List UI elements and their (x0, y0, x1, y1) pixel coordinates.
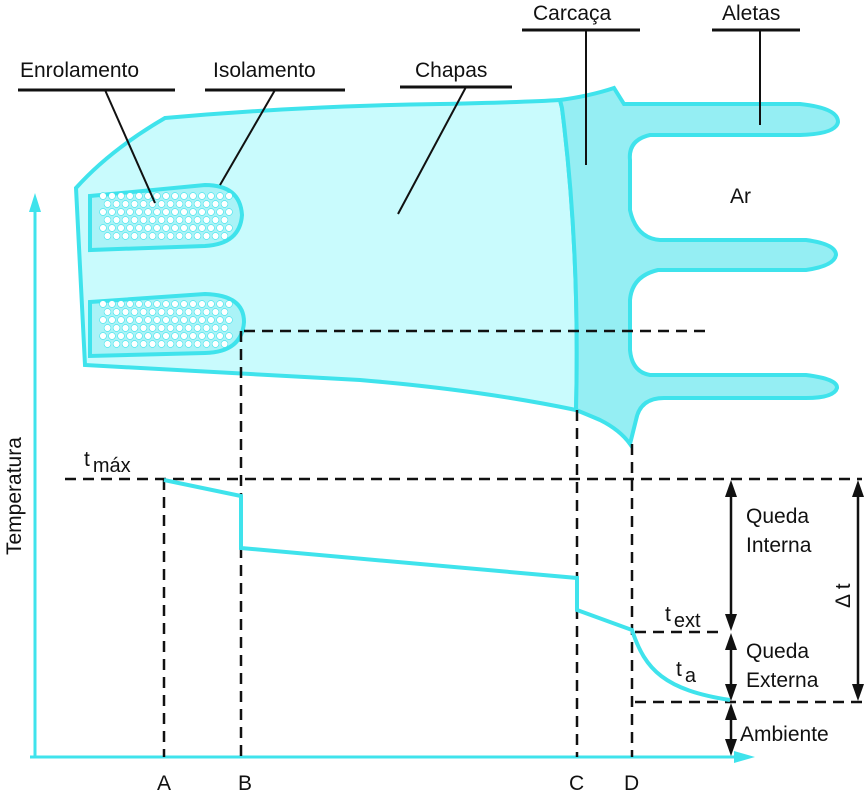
conductor-dot (109, 301, 116, 308)
conductor-dot (140, 217, 147, 224)
conductor-dot (149, 325, 156, 332)
conductor-dot (136, 209, 143, 216)
drop-indicators (731, 495, 858, 745)
axis-point-b: B (238, 772, 253, 793)
conductor-dot (127, 301, 134, 308)
conductor-dot (226, 209, 233, 216)
axis-point-c: C (569, 772, 585, 793)
conductor-dot (185, 309, 192, 316)
conductor-dot (136, 193, 143, 200)
conductor-dot (221, 325, 228, 332)
conductor-dot (172, 333, 179, 340)
conductor-dot (167, 217, 174, 224)
conductor-dot (154, 317, 161, 324)
axis-point-d: D (624, 772, 640, 793)
conductor-dot (190, 301, 197, 308)
conductor-dot (194, 325, 201, 332)
conductor-dot (199, 301, 206, 308)
conductor-dot (172, 317, 179, 324)
label-queda-interna-1: Queda (746, 505, 810, 528)
label-aletas: Aletas (722, 2, 781, 25)
conductor-dot (221, 217, 228, 224)
conductor-dot (181, 317, 188, 324)
conductor-dot (109, 317, 116, 324)
conductor-dot (203, 201, 210, 208)
conductor-dot (221, 341, 228, 348)
conductor-dot (199, 209, 206, 216)
conductor-dot (113, 233, 120, 240)
conductor-dot (208, 333, 215, 340)
conductor-dot (158, 217, 165, 224)
conductor-dot (113, 325, 120, 332)
conductor-dot (163, 209, 170, 216)
conductor-dot (131, 217, 138, 224)
conductor-dot (109, 209, 116, 216)
conductor-dot (176, 233, 183, 240)
conductor-dot (176, 309, 183, 316)
conductor-dot (226, 333, 233, 340)
conductor-dot (127, 317, 134, 324)
label-queda-interna-2: Interna (746, 534, 812, 557)
conductor-dot (140, 325, 147, 332)
conductor-dot (208, 225, 215, 232)
conductor-dot (136, 301, 143, 308)
conductor-dot (176, 217, 183, 224)
axis-point-labels (157, 772, 639, 793)
conductor-dot (154, 301, 161, 308)
conductor-dot (104, 341, 111, 348)
conductor-dot (208, 209, 215, 216)
conductor-dot (185, 233, 192, 240)
conductor-dot (100, 225, 107, 232)
conductor-dot (118, 209, 125, 216)
conductor-dot (221, 201, 228, 208)
conductor-dot (140, 201, 147, 208)
conductor-dot (131, 341, 138, 348)
label-chapas: Chapas (415, 59, 488, 82)
conductor-dot (176, 201, 183, 208)
conductor-dot (185, 201, 192, 208)
conductor-dot (104, 201, 111, 208)
conductor-dot (221, 233, 228, 240)
conductor-dot (194, 341, 201, 348)
conductor-dot (100, 193, 107, 200)
conductor-dot (226, 317, 233, 324)
conductor-dot (104, 309, 111, 316)
conductor-dot (145, 225, 152, 232)
conductor-dot (118, 225, 125, 232)
conductor-dot (217, 301, 224, 308)
conductor-dot (131, 325, 138, 332)
conductor-dot (154, 333, 161, 340)
conductor-dot (131, 309, 138, 316)
conductor-dot (113, 341, 120, 348)
conductor-dot (176, 341, 183, 348)
conductor-dot (172, 209, 179, 216)
conductor-dot (158, 309, 165, 316)
label-temperatura: Temperatura (3, 437, 26, 555)
conductor-dot (212, 325, 219, 332)
conductor-dot (140, 341, 147, 348)
label-ambiente: Ambiente (740, 723, 829, 746)
conductor-dot (181, 209, 188, 216)
conductor-dot (181, 225, 188, 232)
conductor-dot (194, 201, 201, 208)
conductor-dot (136, 317, 143, 324)
conductor-dot (212, 233, 219, 240)
conductor-dot (104, 233, 111, 240)
conductor-dot (122, 325, 129, 332)
label-carcaca: Carcaça (533, 2, 612, 25)
label-t-max: t máx (84, 448, 131, 477)
label-isolamento: Isolamento (213, 59, 316, 82)
conductor-dot (136, 225, 143, 232)
conductor-dot (140, 309, 147, 316)
conductor-dot (145, 209, 152, 216)
conductor-dot (199, 225, 206, 232)
conductor-dot (181, 193, 188, 200)
conductor-dot (181, 301, 188, 308)
conductor-dot (149, 341, 156, 348)
label-t-a: t a (676, 658, 696, 687)
conductor-dot (131, 233, 138, 240)
motor-cross-section (76, 88, 838, 444)
conductor-dot (127, 193, 134, 200)
conductor-dot (203, 309, 210, 316)
conductor-dot (217, 225, 224, 232)
conductor-dot (190, 193, 197, 200)
conductor-dot (100, 301, 107, 308)
conductor-dot (127, 333, 134, 340)
conductor-dot (185, 325, 192, 332)
conductor-dot (203, 325, 210, 332)
label-t-ext: t ext (665, 603, 701, 632)
conductor-dot (208, 301, 215, 308)
conductor-dot (163, 317, 170, 324)
conductor-dot (109, 333, 116, 340)
label-queda-externa-1: Queda (746, 640, 810, 663)
conductor-dot (154, 225, 161, 232)
label-queda-externa-2: Externa (746, 669, 819, 692)
conductor-dot (194, 233, 201, 240)
conductor-dot (226, 301, 233, 308)
conductor-dot (226, 193, 233, 200)
conductor-dot (167, 201, 174, 208)
conductor-dot (190, 209, 197, 216)
conductor-dot (208, 193, 215, 200)
conductor-dot (154, 193, 161, 200)
conductor-dot (127, 225, 134, 232)
conductor-dot (190, 317, 197, 324)
conductor-dot (100, 333, 107, 340)
conductor-dot (145, 333, 152, 340)
conductor-dot (217, 209, 224, 216)
conductor-dot (167, 309, 174, 316)
conductor-dot (109, 193, 116, 200)
conductor-dot (203, 217, 210, 224)
conductor-dot (190, 225, 197, 232)
conductor-dot (163, 225, 170, 232)
conductor-dot (226, 225, 233, 232)
conductor-dot (113, 201, 120, 208)
conductor-dot (122, 309, 129, 316)
conductor-dot (194, 309, 201, 316)
conductor-dot (167, 341, 174, 348)
carcaca-region (560, 88, 838, 444)
conductor-dot (181, 333, 188, 340)
drop-labels (740, 505, 855, 746)
conductor-dot (190, 333, 197, 340)
conductor-dot (118, 317, 125, 324)
conductor-dot (212, 217, 219, 224)
conductor-dot (163, 193, 170, 200)
conductor-dot (109, 225, 116, 232)
conductor-dot (149, 217, 156, 224)
conductor-dot (122, 217, 129, 224)
label-delta-t: Δ t (832, 583, 855, 608)
conductor-dot (149, 233, 156, 240)
conductor-dot (167, 233, 174, 240)
conductor-dot (113, 217, 120, 224)
conductor-dot (172, 225, 179, 232)
conductor-dot (163, 301, 170, 308)
conductor-dot (221, 309, 228, 316)
conductor-dot (140, 233, 147, 240)
conductor-dot (158, 201, 165, 208)
conductor-dot (185, 217, 192, 224)
conductor-dot (118, 333, 125, 340)
conductor-dot (154, 209, 161, 216)
conductor-dot (104, 217, 111, 224)
chapas-region (76, 100, 577, 410)
conductor-dot (212, 309, 219, 316)
conductor-dot (118, 193, 125, 200)
conductor-dot (176, 325, 183, 332)
conductor-dot (100, 317, 107, 324)
conductor-dot (199, 193, 206, 200)
axis-point-a: A (157, 772, 172, 793)
conductor-dot (145, 317, 152, 324)
conductor-dot (172, 301, 179, 308)
conductor-dot (217, 333, 224, 340)
conductor-dot (217, 193, 224, 200)
conductor-dot (104, 325, 111, 332)
conductor-dot (203, 233, 210, 240)
label-enrolamento: Enrolamento (20, 59, 140, 82)
conductor-dot (131, 201, 138, 208)
conductor-dot (158, 341, 165, 348)
conductor-dot (185, 341, 192, 348)
conductor-dot (149, 309, 156, 316)
conductor-dot (100, 209, 107, 216)
conductor-dot (122, 341, 129, 348)
conductor-dot (163, 333, 170, 340)
conductor-dot (118, 301, 125, 308)
conductor-dot (217, 317, 224, 324)
conductor-dot (122, 233, 129, 240)
conductor-dot (122, 201, 129, 208)
temperature-profile (164, 480, 730, 700)
conductor-dot (127, 209, 134, 216)
conductor-dot (145, 301, 152, 308)
conductor-dot (113, 309, 120, 316)
conductor-dot (158, 325, 165, 332)
conductor-dot (172, 193, 179, 200)
conductor-dot (199, 333, 206, 340)
label-ar: Ar (730, 185, 751, 208)
conductor-dot (203, 341, 210, 348)
conductor-dot (158, 233, 165, 240)
conductor-dot (194, 217, 201, 224)
conductor-dot (212, 201, 219, 208)
conductor-dot (167, 325, 174, 332)
conductor-dot (136, 333, 143, 340)
conductor-dot (212, 341, 219, 348)
conductor-dot (199, 317, 206, 324)
conductor-dot (208, 317, 215, 324)
